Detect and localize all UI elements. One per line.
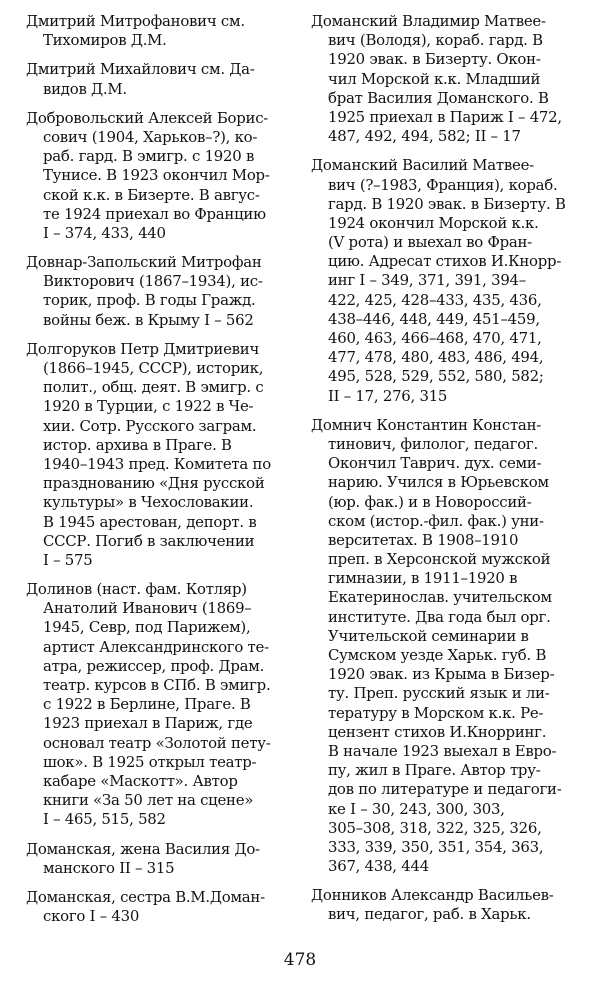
entry-text-line: манского II – 315 xyxy=(43,858,175,877)
entry-heading-line: Доманский Василий Матвее- xyxy=(311,156,534,175)
entry-text-line: Викторович (1867–1934), ис- xyxy=(43,272,263,291)
entry-text-line: 1945, Севр, под Парижем), xyxy=(43,618,251,637)
entry-text-line: 438–446, 448, 449, 451–459, xyxy=(328,309,540,328)
entry-text-line: гард. В 1920 эвак. в Бизерту. В xyxy=(328,194,566,213)
entry-text-line: атра, режиссер, проф. Драм. xyxy=(43,656,265,675)
entry-text-line: I – 374, 433, 440 xyxy=(43,223,166,242)
entry-text-line: шок». В 1925 открыл театр- xyxy=(43,752,257,771)
entry-text-line: СССР. Погиб в заключении xyxy=(43,531,255,550)
index-entry xyxy=(26,253,294,330)
entry-heading-line: Долгоруков Петр Дмитриевич xyxy=(26,339,260,358)
entry-text-line: Сумском уезде Харьк. губ. В xyxy=(328,646,547,664)
index-entry xyxy=(26,109,294,243)
entry-text-line: преп. в Херсонской мужской xyxy=(328,550,551,569)
entry-text-line: торик, проф. В годы Гражд. xyxy=(43,291,256,310)
index-entry xyxy=(26,12,294,50)
entry-text-line: 1923 приехал в Париж, где xyxy=(43,714,253,733)
entry-heading-line: Домнич Константин Констан- xyxy=(311,415,542,434)
entry-text-line: хии. Сотр. Русского заграм. xyxy=(43,416,257,435)
entry-text-line: вич (?–1983, Франция), кораб. xyxy=(328,175,558,194)
entry-heading-line: Дмитрий Михайлович см. Да- xyxy=(26,60,255,79)
entry-text-line: Окончил Таврич. дух. семи- xyxy=(328,454,542,473)
entry-text-line: I – 575 xyxy=(43,550,93,569)
entry-text-line: вич, педагог, раб. в Харьк. xyxy=(328,905,531,924)
entry-text-line: сович (1904, Харьков–?), ко- xyxy=(43,127,258,146)
entry-text-line: те 1924 приехал во Францию xyxy=(43,204,266,223)
entry-text-line: инг I – 349, 371, 391, 394– xyxy=(328,271,526,290)
entry-text-line: гимназии, в 1911–1920 в xyxy=(328,569,518,588)
entry-text-line: Екатеринослав. учительском xyxy=(328,588,552,607)
entry-text-line: Анатолий Иванович (1869– xyxy=(43,599,252,618)
entry-text-line: 495, 528, 529, 552, 580, 582; xyxy=(328,367,544,386)
entry-text-line: ке I – 30, 243, 300, 303, xyxy=(328,799,505,818)
entry-text-line: кабаре «Маскотт». Автор xyxy=(43,771,238,790)
entry-text-line: нарию. Учился в Юрьевском xyxy=(328,473,549,492)
entry-text-line: театр. курсов в СПб. В эмигр. xyxy=(43,676,271,694)
entry-text-line: верситетах. В 1908–1910 xyxy=(328,530,519,549)
entry-text-line: Учительской семинарии в xyxy=(328,626,529,645)
entry-text-line: ту. Преп. русский язык и ли- xyxy=(328,684,550,703)
entry-text-line: ском (истор.-фил. фак.) уни- xyxy=(328,511,544,530)
index-entry xyxy=(311,156,586,405)
entry-text-line: Тихомиров Д.М. xyxy=(43,31,167,50)
entry-text-line: 1925 приехал в Париж I – 472, xyxy=(328,107,562,126)
index-entry xyxy=(26,340,294,570)
entry-text-line: истор. архива в Праге. В xyxy=(43,435,232,454)
entry-text-line: дов по литературе и педагоги- xyxy=(328,780,562,799)
left-column xyxy=(26,12,294,936)
entry-text-line: В начале 1923 выехал в Евро- xyxy=(328,741,557,760)
entry-text-line: 422, 425, 428–433, 435, 436, xyxy=(328,290,542,309)
entry-text-line: 1924 окончил Морской к.к. xyxy=(328,213,539,232)
entry-text-line: цензент стихов И.Кнорринг. xyxy=(328,722,547,741)
index-entry xyxy=(26,60,294,98)
entry-text-line: видов Д.М. xyxy=(43,79,127,98)
entry-text-line: артист Александринского те- xyxy=(43,637,269,656)
right-column xyxy=(311,12,586,935)
entry-text-line: институте. Два года был орг. xyxy=(328,607,551,626)
entry-text-line: (юр. фак.) и в Новороссий- xyxy=(328,492,532,511)
entry-text-line: тинович, филолог, педагог. xyxy=(328,434,538,453)
entry-text-line: В 1945 арестован, депорт. в xyxy=(43,512,257,531)
page-number: 478 xyxy=(283,950,317,970)
entry-text-line: 477, 478, 480, 483, 486, 494, xyxy=(328,348,544,367)
index-entry xyxy=(26,840,294,878)
entry-text-line: ской к.к. в Бизерте. В авгус- xyxy=(43,185,260,204)
entry-text-line: пу, жил в Праге. Автор тру- xyxy=(328,761,541,780)
entry-text-line: ского I – 430 xyxy=(43,907,140,926)
entry-text-line: раб. гард. В эмигр. с 1920 в xyxy=(43,147,255,166)
entry-heading-line: Доманский Владимир Матвее- xyxy=(311,12,546,30)
entry-heading-line: Довнар-Запольский Митрофан xyxy=(26,253,262,272)
entry-text-line: с 1922 в Берлине, Праге. В xyxy=(43,695,251,714)
entry-heading-line: Долинов (наст. фам. Котляр) xyxy=(26,580,247,599)
entry-text-line: 1920 эвак. в Бизерту. Окон- xyxy=(328,50,541,69)
entry-text-line: книги «За 50 лет на сцене» xyxy=(43,791,254,810)
entry-text-line: 1920 эвак. из Крыма в Бизер- xyxy=(328,665,555,684)
entry-heading-line: Дмитрий Митрофанович см. xyxy=(26,12,245,30)
entry-text-line: 1920 в Турции, с 1922 в Че- xyxy=(43,397,254,416)
entry-text-line: культуры» в Чехословакии. xyxy=(43,493,254,512)
entry-heading-line: Доманская, жена Василия До- xyxy=(26,839,260,858)
entry-text-line: тературу в Морском к.к. Ре- xyxy=(328,703,544,722)
entry-text-line: 333, 339, 350, 351, 354, 363, xyxy=(328,837,544,856)
entry-heading-line: Доманская, сестра В.М.Доман- xyxy=(26,887,265,906)
entry-text-line: брат Василия Доманского. В xyxy=(328,88,549,107)
entry-text-line: 460, 463, 466–468, 470, 471, xyxy=(328,329,542,347)
entry-text-line: 367, 438, 444 xyxy=(328,857,429,876)
entry-text-line: войны беж. в Крыму I – 562 xyxy=(43,310,254,329)
entry-heading-line: Добровольский Алексей Борис- xyxy=(26,108,269,127)
entry-text-line: празднованию «Дня русской xyxy=(43,474,265,493)
entry-text-line: (1866–1945, СССР), историк, xyxy=(43,359,264,377)
entry-text-line: (V рота) и выехал во Фран- xyxy=(328,233,532,252)
entry-text-line: I – 465, 515, 582 xyxy=(43,810,166,829)
entry-text-line: полит., общ. деят. В эмигр. с xyxy=(43,378,264,397)
index-entry xyxy=(311,416,586,877)
entry-text-line: чил Морской к.к. Младший xyxy=(328,69,541,88)
entry-text-line: вич (Володя), кораб. гард. В xyxy=(328,31,543,50)
entry-text-line: цию. Адресат стихов И.Кнорр- xyxy=(328,252,562,271)
entry-text-line: 305–308, 318, 322, 325, 326, xyxy=(328,818,542,837)
index-entry xyxy=(26,580,294,829)
entry-text-line: Тунисе. В 1923 окончил Мор- xyxy=(43,166,270,185)
index-entry xyxy=(311,12,586,146)
entry-text-line: II – 17, 276, 315 xyxy=(328,386,448,405)
entry-heading-line: Донников Александр Васильев- xyxy=(311,886,554,905)
entry-text-line: 487, 492, 494, 582; II – 17 xyxy=(328,127,521,146)
index-entry xyxy=(311,886,586,924)
entry-text-line: основал театр «Золотой пету- xyxy=(43,733,271,752)
entry-text-line: 1940–1943 пред. Комитета по xyxy=(43,454,271,473)
index-entry xyxy=(26,888,294,926)
